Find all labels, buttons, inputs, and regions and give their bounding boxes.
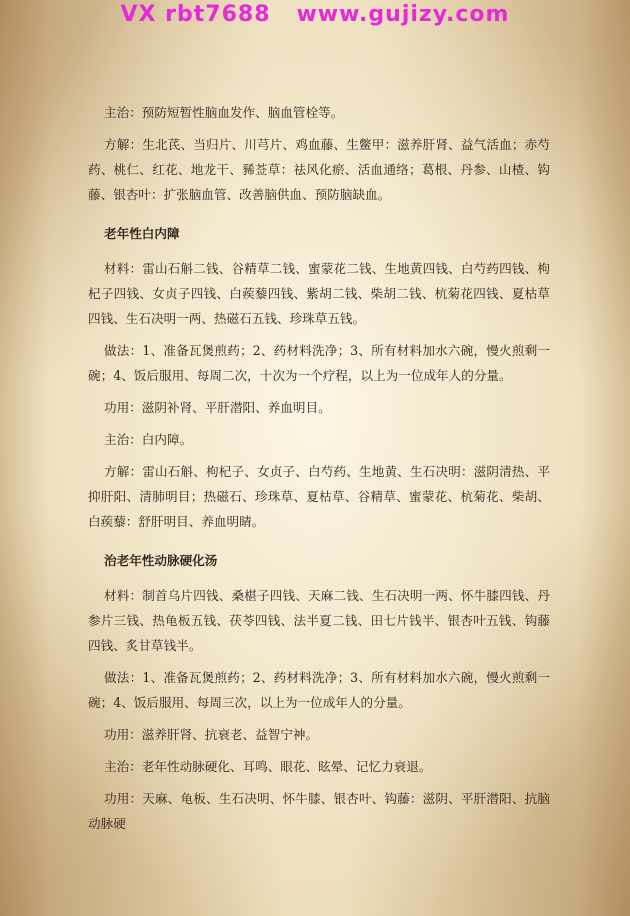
paragraph-function-3: 功用：天麻、龟板、生石决明、怀牛膝、银杏叶、钩藤：滋阴、平肝潜阳、抗脑动脉硬 (88, 791, 550, 831)
watermark-text: VX rbt7688 www.gujizy.com (120, 2, 510, 27)
paragraph-indication-1: 主治：预防短暂性脑血发作、脑血管栓等。 (104, 105, 344, 120)
paragraph-ingredients-2: 材料：制首乌片四钱、桑椹子四钱、天麻二钱、生石决明一两、怀牛膝四钱、丹参片三钱、热龟板五钱、茯苓四钱、法半夏二钱、田七片钱半、银杏叶五钱、钩藤四钱、炙甘草钱半。 (88, 588, 550, 653)
paragraph-indication-3: 主治：老年性动脉硬化、耳鸣、眼花、眩晕、记忆力衰退。 (104, 759, 432, 774)
document-body (88, 100, 550, 843)
paragraph-function-2: 功用：滋养肝肾、抗衰老、益智宁神。 (104, 727, 319, 742)
paragraph-function-1: 功用：滋阴补肾、平肝潜阳、养血明目。 (104, 400, 331, 415)
paragraph-indication-2: 主治：白内障。 (104, 432, 193, 447)
paragraph-formula-analysis-2: 方解：雷山石斛、枸杞子、女贞子、白芍药、生地黄、生石决明：滋阴清热、平抑肝阳、清肺明目；热磁石、珍珠草、夏枯草、谷精草、蜜蒙花、杭菊花、柴胡、白蒺藜：舒肝明目、养血明睛。 (88, 464, 550, 529)
paragraph-ingredients-1: 材料：雷山石斛二钱、谷精草二钱、蜜蒙花二钱、生地黄四钱、白芍药四钱、枸杞子四钱、女贞子四钱、白蒺藜四钱、紫胡二钱、柴胡二钱、杭菊花四钱、夏枯草四钱、生石决明一两、热磁石五钱、珍珠草五钱。 (88, 261, 550, 326)
heading-senile-cataract: 老年性白内障 (104, 226, 180, 241)
heading-arteriosclerosis-soup: 治老年性动脉硬化汤 (104, 553, 218, 568)
paragraph-formula-analysis-1: 方解：生北芪、当归片、川芎片、鸡血藤、生鳖甲：滋养肝肾、益气活血；赤芍药、桃仁、红花、地龙干、豨莶草：祛风化瘀、活血通络；葛根、丹参、山楂、钩藤、银杏叶：扩张脑血管、改善脑供血、预防脑缺血。 (88, 137, 550, 202)
paragraph-method-2: 做法：1、准备瓦煲煎药；2、药材料洗净；3、所有材料加水六碗，慢火煎剩一碗；4、饭后服用、每周三次，以上为一位成年人的分量。 (88, 670, 550, 710)
paragraph-method-1: 做法：1、准备瓦煲煎药；2、药材料洗净；3、所有材料加水六碗，慢火煎剩一碗；4、饭后服用、每周二次，十次为一个疗程，以上为一位成年人的分量。 (88, 343, 550, 383)
